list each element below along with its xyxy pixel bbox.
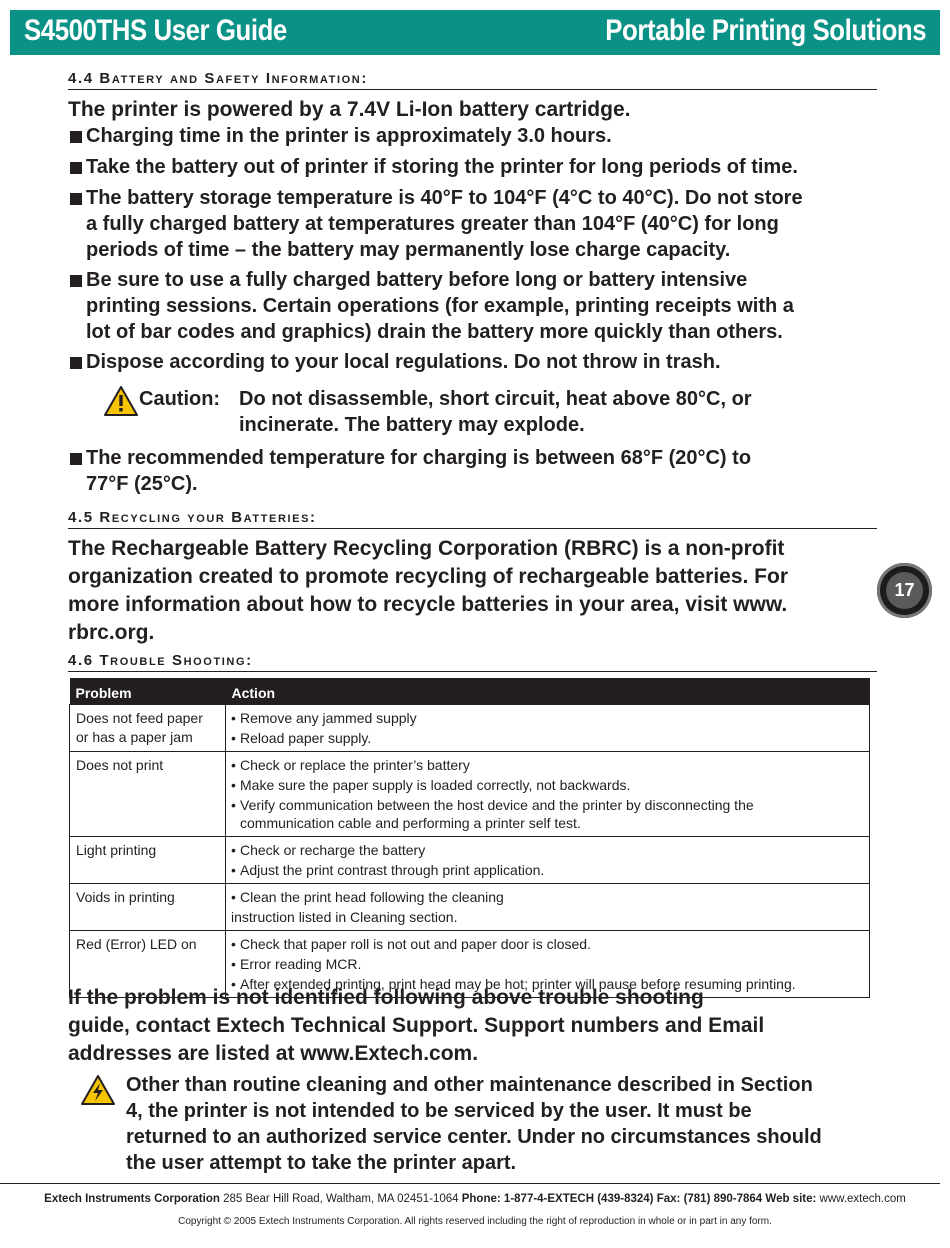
header-bar: [10, 10, 940, 55]
battery-bullet-4: Be sure to use a fully charged battery before long or battery intensive printing sessions. Certain operations (for example, printing receipts with a lot of bar codes and graphics) drain the battery more quickly than others.: [86, 269, 794, 343]
problem-cell: Does not print: [70, 751, 226, 836]
recycling-text: The Rechargeable Battery Recycling Corporation (RBRC) is a non-profit organization created to promote recycling of rechargeable batteries. For more information about how to recycle batteries in your area, visit www. rbrc.org.: [68, 537, 789, 644]
page-number: 17: [886, 572, 923, 609]
footer-web-link[interactable]: www.extech.com: [819, 1193, 906, 1205]
action-item: • Check or recharge the battery: [231, 841, 863, 859]
troubleshooting-table: [69, 678, 870, 998]
support-text: If the problem is not identified following above trouble shooting guide, contact Extech Technical Support. Support numbers and Email addresses are listed at www.Extech.com.: [68, 986, 765, 1065]
table-row: [70, 836, 870, 883]
action-item: • Check that paper roll is not out and paper door is closed.: [231, 935, 863, 953]
footer-address: 285 Bear Hill Road, Waltham, MA 02451-1064: [223, 1193, 459, 1205]
warning-triangle-icon: [103, 385, 139, 417]
column-header-action: Action: [226, 678, 870, 704]
action-cell: [226, 704, 870, 751]
document-title: S4500THS User Guide: [24, 14, 287, 47]
table-header-row: [70, 678, 870, 704]
document-subtitle: Portable Printing Solutions: [605, 14, 926, 47]
footer-contact: [0, 1193, 950, 1205]
section-heading-trouble: 4.6 Trouble Shooting:: [68, 652, 877, 672]
battery-bullet-charging-temp: The recommended temperature for charging is between 68°F (20°C) to 77°F (25°C).: [86, 447, 752, 495]
page-number-badge: [877, 563, 932, 618]
footer-phone: 1-877-4-EXTECH (439-8324): [503, 1193, 654, 1205]
action-item: • Check or replace the printer’s battery: [231, 756, 863, 774]
action-item: • Adjust the print contrast through print application.: [231, 861, 863, 879]
caution-label: Caution:: [139, 388, 221, 410]
footer-phone-label: Phone:: [461, 1193, 501, 1205]
battery-bullet-5: Dispose according to your local regulations. Do not throw in trash.: [86, 351, 721, 373]
copyright-notice: Copyright © 2005 Extech Instruments Corporation. All rights reserved including the right of reproduction in whole or in part in any form.: [178, 1216, 772, 1227]
footer-divider: [0, 1183, 940, 1184]
action-continuation: instruction listed in Cleaning section.: [231, 908, 458, 925]
footer-fax: (781) 890-7864: [683, 1193, 763, 1205]
table-row: [70, 883, 870, 930]
footer-fax-label: Fax:: [656, 1193, 681, 1205]
action-item: • Reload paper supply.: [231, 729, 863, 747]
action-item: • Error reading MCR.: [231, 955, 863, 973]
table-row: [70, 751, 870, 836]
action-item: • Remove any jammed supply: [231, 709, 863, 727]
problem-cell: Does not feed paper or has a paper jam: [70, 704, 226, 751]
action-item: • Clean the print head following the cleaning: [231, 888, 863, 906]
action-item: • Verify communication between the host device and the printer by disconnecting the communication cable and performing a printer self test.: [231, 796, 863, 832]
action-cell: [226, 751, 870, 836]
footer-web-label: Web site:: [765, 1193, 817, 1205]
column-header-problem: Problem: [70, 678, 226, 704]
caution-text: Do not disassemble, short circuit, heat above 80°C, or incinerate. The battery may explode.: [239, 388, 752, 436]
problem-cell: Red (Error) LED on: [70, 930, 226, 997]
action-cell: [226, 836, 870, 883]
electric-hazard-icon: [80, 1074, 116, 1106]
service-warning-text: Other than routine cleaning and other maintenance described in Section 4, the printer is not intended to be serviced by the user. It must be returned to an authorized service center. Under no circumstances should the user attempt to take the printer apart.: [126, 1074, 822, 1174]
action-cell: [226, 883, 870, 930]
section-heading-recycling: 4.5 Recycling your Batteries:: [68, 509, 877, 529]
table-row: [70, 704, 870, 751]
footer-company: Extech Instruments Corporation: [44, 1193, 220, 1205]
battery-bullet-3: The battery storage temperature is 40°F to 104°F (4°C to 40°C). Do not store a fully charged battery at temperatures greater than 104°F (40°C) for long periods of time – the battery may permanently lose charge capacity.: [86, 187, 803, 261]
problem-cell: Voids in printing: [70, 883, 226, 930]
problem-cell: Light printing: [70, 836, 226, 883]
battery-bullet-2: Take the battery out of printer if storing the printer for long periods of time.: [86, 156, 798, 178]
battery-lead: The printer is powered by a 7.4V Li-Ion battery cartridge.: [68, 98, 631, 121]
section-heading-battery: 4.4 Battery and Safety Information:: [68, 70, 877, 90]
action-item: • After extended printing, print head may be hot; printer will pause before resuming printing.: [231, 975, 863, 993]
action-item: • Make sure the paper supply is loaded correctly, not backwards.: [231, 776, 863, 794]
battery-bullet-1: Charging time in the printer is approximately 3.0 hours.: [86, 125, 612, 147]
